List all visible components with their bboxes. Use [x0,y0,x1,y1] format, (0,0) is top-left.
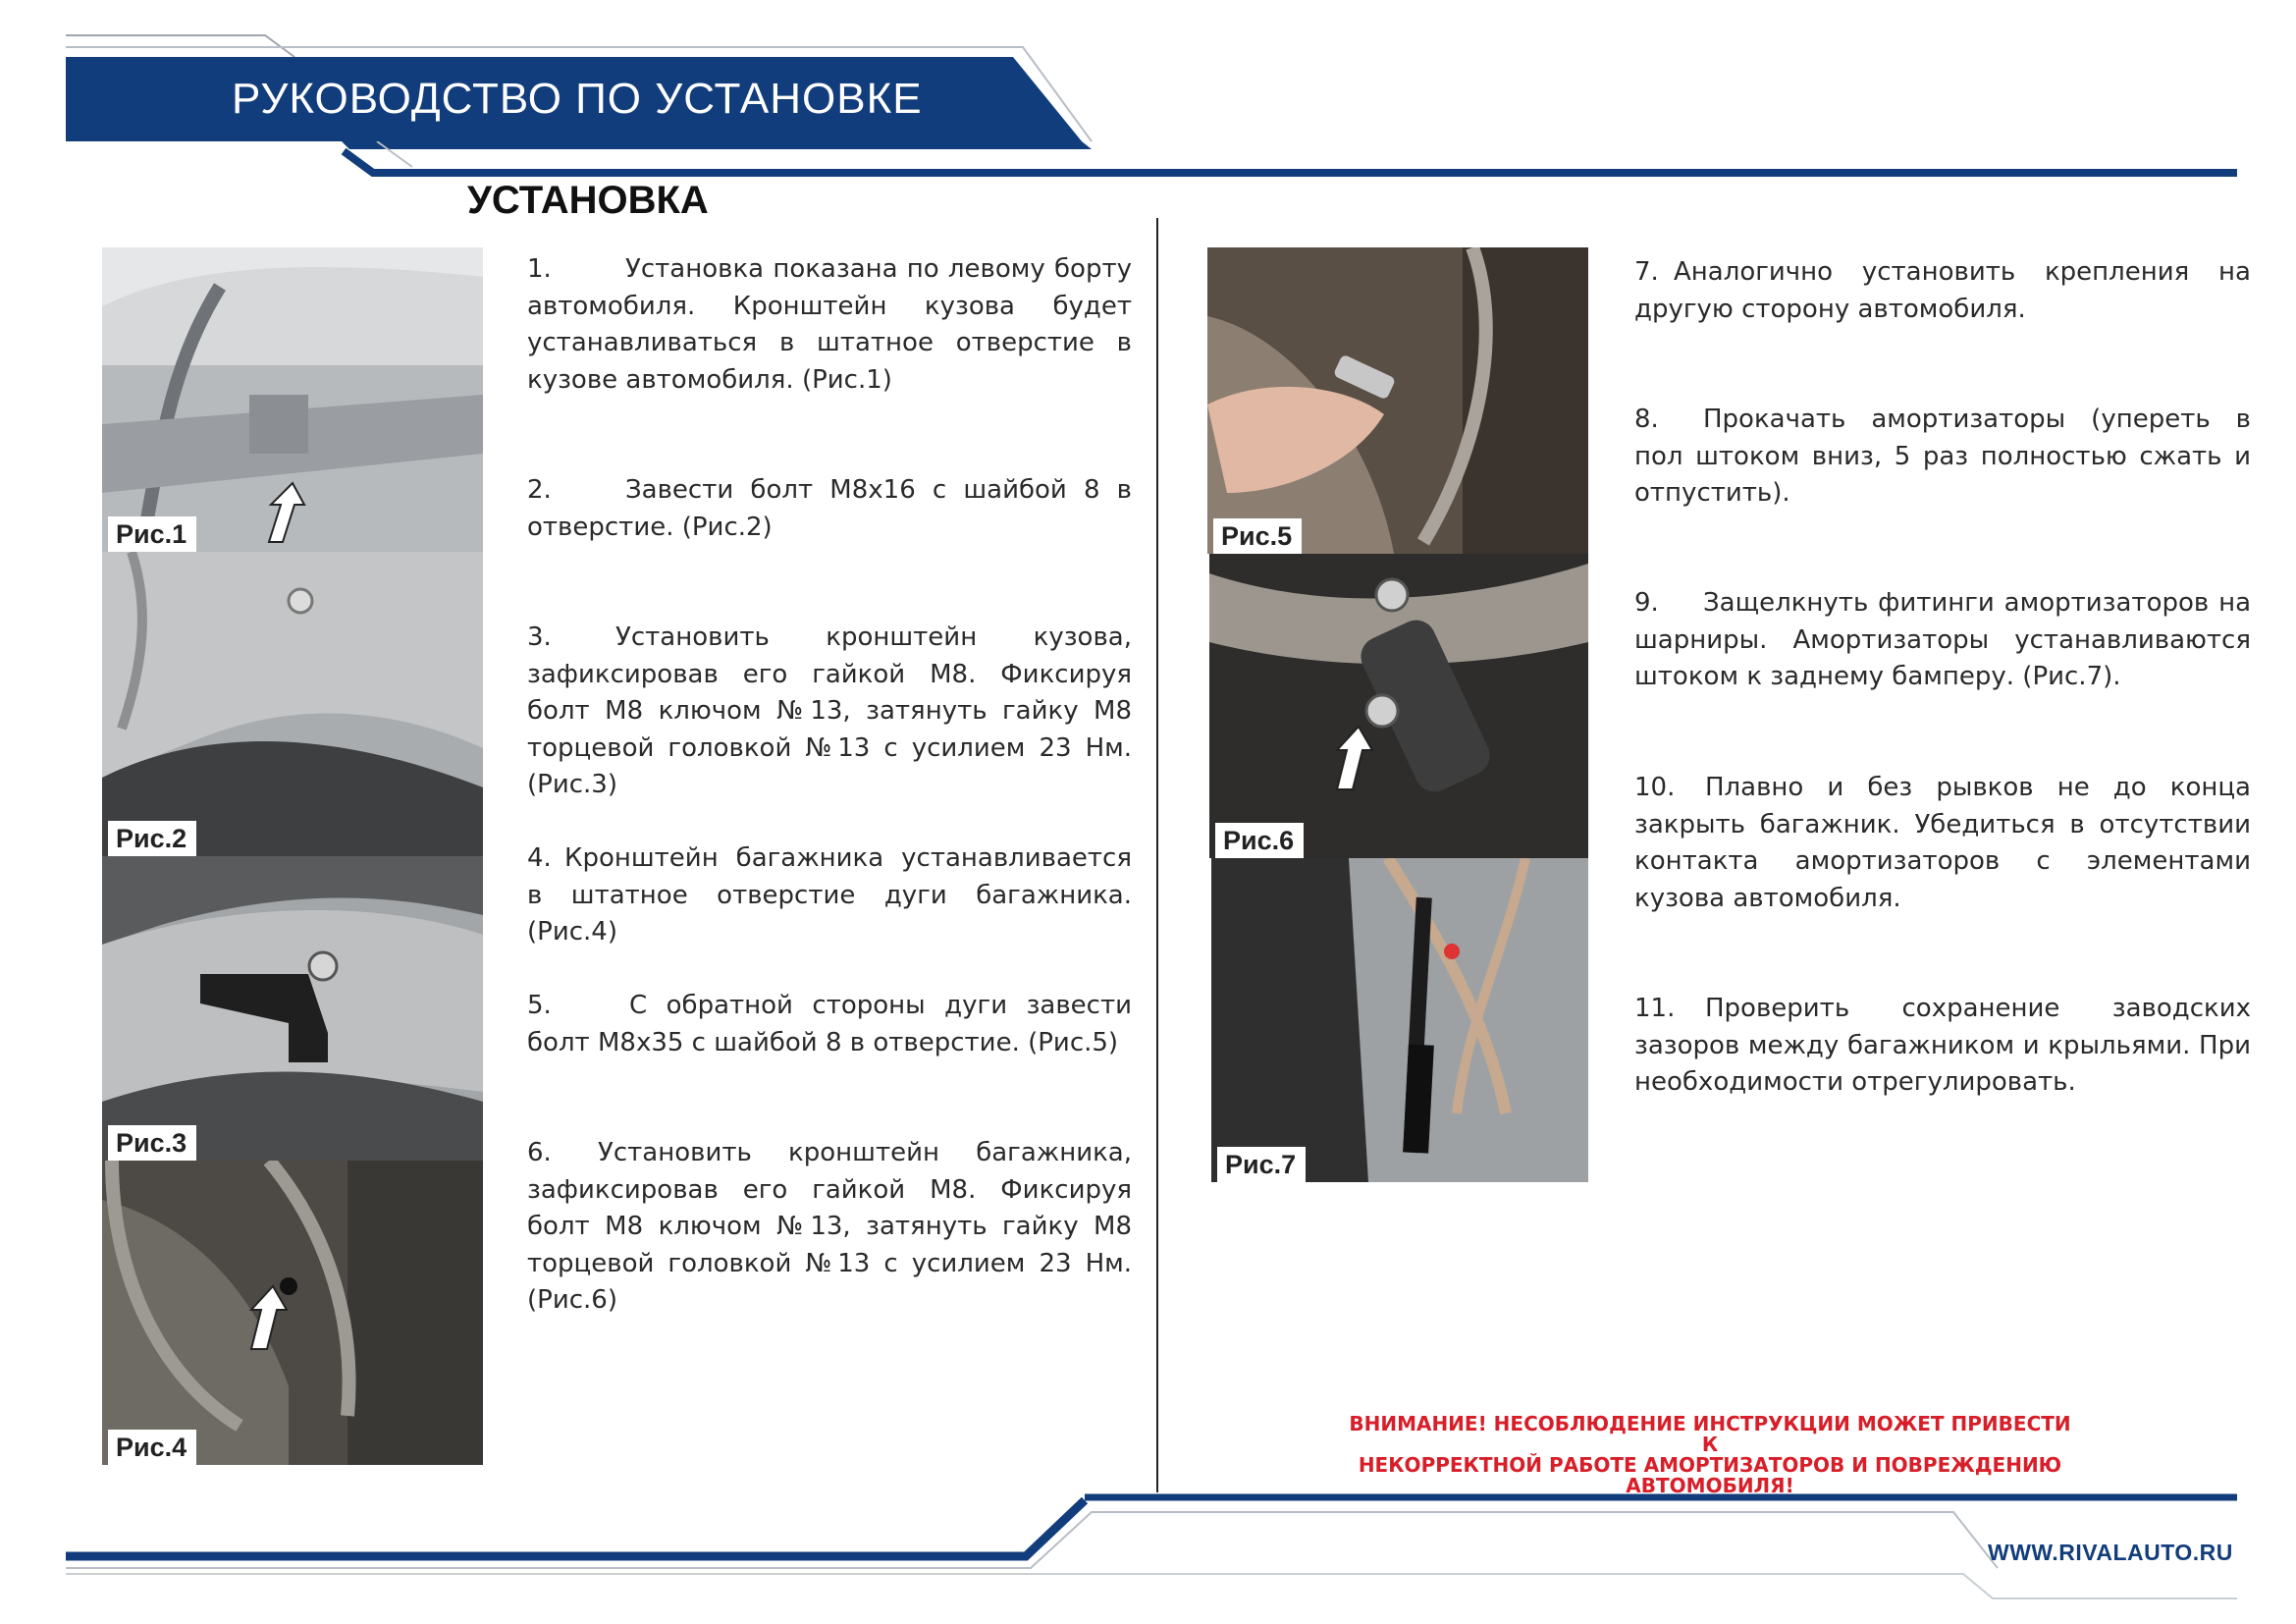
step-9-number: 9. [1634,588,1659,618]
step-9-text: Защелкнуть фитинги амортизаторов на шарниры. Амортизаторы устанавливаются штоком к заднему бамперу. (Рис.7). [1634,588,2251,691]
figure-3-label: Рис.3 [108,1125,196,1161]
step-11-number: 11. [1634,994,1676,1023]
step-6-text: Установить кронштейн багажника, зафиксировав его гайкой М8. Фиксируя болт М8 ключом №13, затянуть гайку М8 торцевой головкой №13 с усилием 23 Нм. (Рис.6) [527,1138,1132,1315]
step-4-number: 4. [527,843,552,873]
figure-4-image [102,1161,483,1465]
website-link[interactable]: WWW.RIVALAUTO.RU [1988,1540,2233,1565]
warning-line-3: АВТОМОБИЛЯ! [1626,1474,1794,1497]
warning-line-2: НЕКОРРЕКТНОЙ РАБОТЕ АМОРТИЗАТОРОВ И ПОВРЕЖДЕНИЮ [1358,1453,2062,1477]
figure-4-label: Рис.4 [108,1430,196,1465]
figure-5-image [1207,247,1588,554]
step-10-text: Плавно и без рывков не до конца закрыть багажник. Убедиться в отсутствии контакта амортизаторов с элементами кузова автомобиля. [1634,773,2251,913]
figure-4 [102,1161,483,1465]
warning-line-1: ВНИМАНИЕ! НЕСОБЛЮДЕНИЕ ИНСТРУКЦИИ МОЖЕТ ПРИВЕСТИ К [1349,1412,2071,1456]
figure-7 [1211,858,1588,1182]
footer-bottom-line [66,1574,2237,1598]
figure-5 [1207,247,1588,554]
step-5-text: С обратной стороны дуги завести болт М8х35 с шайбой 8 в отверстие. (Рис.5) [527,991,1132,1057]
step-5-number: 5. [527,991,552,1020]
page-title: РУКОВОДСТВО ПО УСТАНОВКЕ [232,75,923,123]
figure-2-label: Рис.2 [108,821,196,856]
step-1-number: 1. [527,254,552,284]
figure-6-label: Рис.6 [1215,823,1304,858]
step-11 [1634,991,2251,1102]
figure-3 [102,856,483,1161]
step-7 [1634,254,2251,328]
step-2 [527,472,1132,546]
figure-5-label: Рис.5 [1213,518,1302,554]
step-6-number: 6. [527,1138,552,1167]
column-divider [1156,218,1158,1492]
step-9 [1634,585,2251,696]
section-title: УСТАНОВКА [467,179,709,222]
figure-7-label: Рис.7 [1217,1147,1306,1182]
step-7-text: Аналогично установить крепления на другую сторону автомобиля. [1634,257,2251,324]
step-3-number: 3. [527,623,552,652]
step-10 [1634,770,2251,917]
step-8-text: Прокачать амортизаторы (упереть в пол штоком вниз, 5 раз полностью сжать и отпустить). [1634,405,2251,508]
step-11-text: Проверить сохранение заводских зазоров между багажником и крыльями. При необходимости отрегулировать. [1634,994,2251,1097]
figure-1-image [102,247,483,552]
figure-1-label: Рис.1 [108,516,196,552]
step-4-text: Кронштейн багажника устанавливается в штатное отверстие дуги багажника. (Рис.4) [527,843,1132,947]
step-8 [1634,402,2251,513]
figure-2-image [102,552,483,856]
figure-2 [102,552,483,856]
figure-6 [1209,554,1588,858]
step-1 [527,251,1132,399]
step-2-number: 2. [527,475,552,505]
step-10-number: 10. [1634,773,1676,802]
step-6 [527,1135,1132,1320]
footer-decoration [0,1473,2296,1624]
footer-main-line [66,1500,1085,1556]
step-5 [527,988,1132,1061]
step-7-number: 7. [1634,257,1659,287]
figure-7-image [1211,858,1588,1182]
step-1-text: Установка показана по левому борту автомобиля. Кронштейн кузова будет устанавливаться в штатное отверстие в кузове автомобиля. (Рис.1) [527,254,1132,395]
figure-6-image [1209,554,1588,858]
header-underline [344,151,2237,173]
step-3-text: Установить кронштейн кузова, зафиксировав его гайкой М8. Фиксируя болт М8 ключом №13, затянуть гайку М8 торцевой головкой №13 с усилием 23 Нм. (Рис.3) [527,623,1132,799]
step-4 [527,840,1132,951]
step-2-text: Завести болт М8х16 с шайбой 8 в отверстие. (Рис.2) [527,475,1132,542]
step-8-number: 8. [1634,405,1659,434]
step-3 [527,620,1132,804]
figure-1 [102,247,483,552]
header-accent-stripe [342,141,1092,149]
figure-3-image [102,856,483,1161]
